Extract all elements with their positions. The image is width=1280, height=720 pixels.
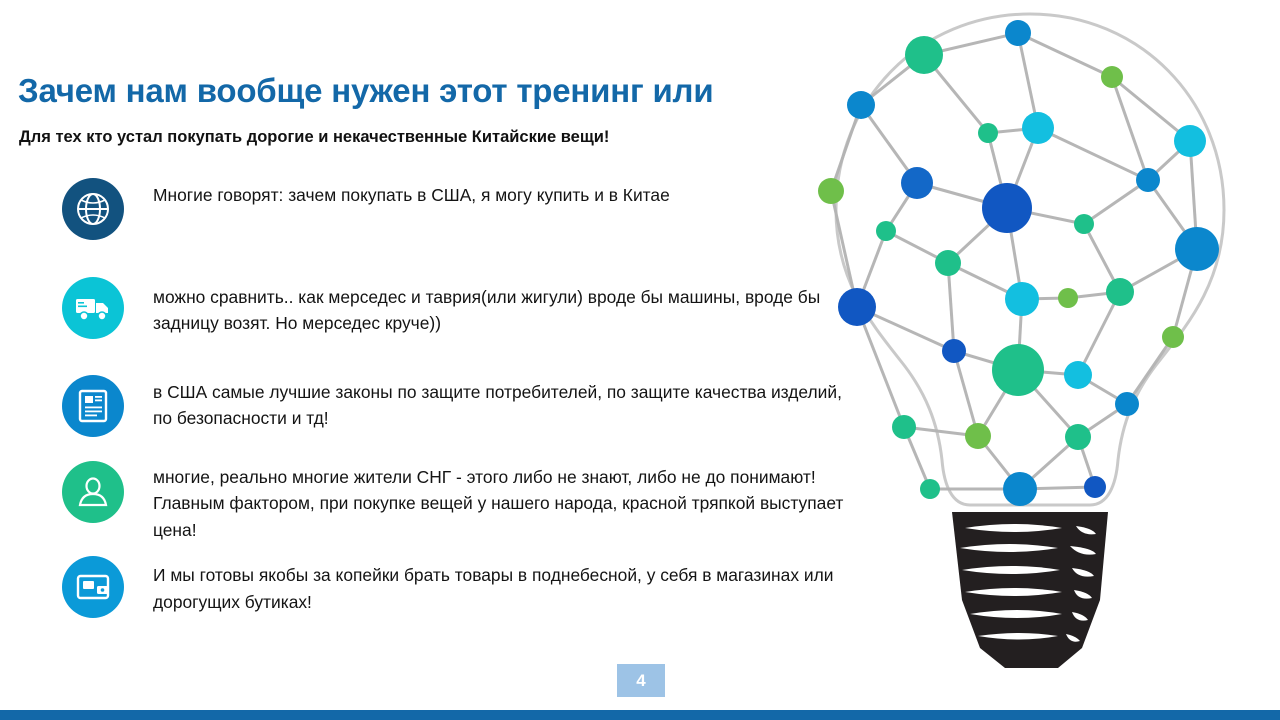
page-number-badge: 4 xyxy=(617,664,665,697)
globe-icon xyxy=(62,178,124,240)
list-item xyxy=(62,375,862,437)
bottom-accent-bar xyxy=(0,710,1280,720)
list-item-text: можно сравнить.. как мерседес и таврия(или жигули) вроде бы машины, вроде бы задницу возят. Но мерседес круче)) xyxy=(153,287,821,334)
document-icon xyxy=(62,375,124,437)
lightbulb-network-illustration xyxy=(780,0,1280,700)
list-item-text: И мы готовы якобы за копейки брать товары в поднебесной, у себя в магазинах или дорогущих бутиках! xyxy=(153,565,834,612)
person-icon xyxy=(62,461,124,523)
list-item xyxy=(62,178,862,240)
list-item xyxy=(62,556,862,618)
bulb-base xyxy=(952,512,1108,668)
list-item-text: в США самые лучшие законы по защите потребителей, по защите качества изделий, по безопасности и тд! xyxy=(153,382,842,429)
page-subtitle: Для тех кто устал покупать дорогие и некачественные Китайские вещи! xyxy=(19,128,610,146)
list-item xyxy=(62,277,862,339)
list-item-text: многие, реально многие жители СНГ - этого либо не знают, либо не до понимают! Главным фактором, при покупке вещей у нашего народа, красной тряпкой выступает цена! xyxy=(153,467,844,540)
page-title: Зачем нам вообще нужен этот тренинг или xyxy=(18,72,714,109)
wallet-icon xyxy=(62,556,124,618)
list-item xyxy=(62,461,862,543)
list-item-text: Многие говорят: зачем покупать в США, я могу купить и в Китае xyxy=(153,185,670,205)
truck-icon xyxy=(62,277,124,339)
bullet-list xyxy=(62,178,862,618)
